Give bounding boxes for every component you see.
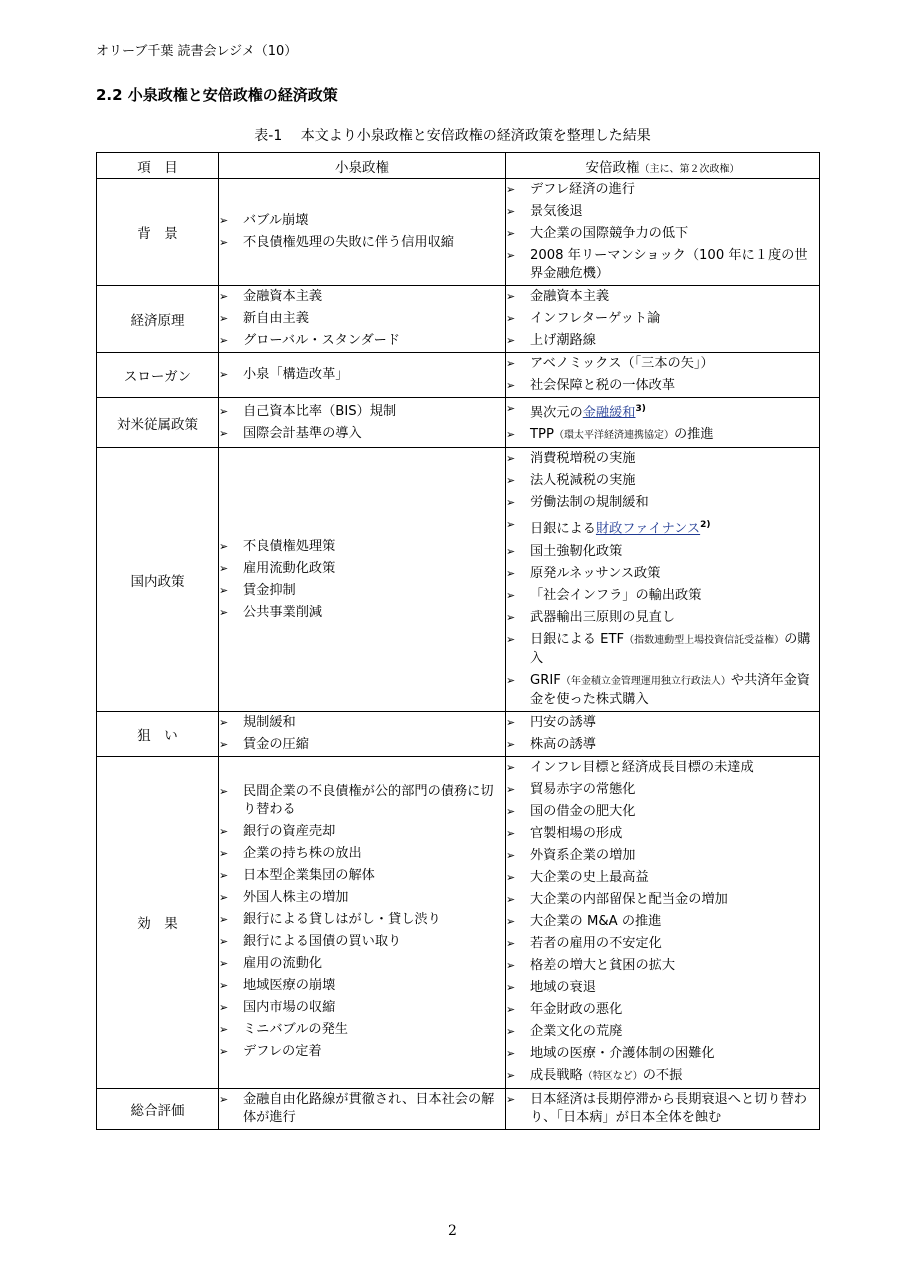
arrow-bullet-icon: ➢ xyxy=(506,544,516,558)
arrow-bullet-icon: ➢ xyxy=(506,958,516,972)
abe-cell xyxy=(506,179,820,286)
arrow-bullet-icon: ➢ xyxy=(506,379,516,392)
arrow-bullet-icon: ➢ xyxy=(506,249,516,262)
koizumi-cell xyxy=(219,756,506,1088)
table-row-slogan xyxy=(97,353,820,398)
arrow-bullet-icon: ➢ xyxy=(219,561,229,575)
list-item: ➢ 武器輸出三原則の見直し xyxy=(506,609,676,625)
list-item: ➢ 銀行による貸しはがし・貸し渋り xyxy=(219,912,441,928)
koizumi-cell xyxy=(219,398,506,448)
arrow-bullet-icon: ➢ xyxy=(506,1068,516,1082)
list-item: ➢ 円安の誘導 xyxy=(506,714,596,730)
arrow-bullet-icon: ➢ xyxy=(506,474,516,488)
arrow-bullet-icon: ➢ xyxy=(506,1002,516,1016)
list-item: ➢ 官製相場の形成 xyxy=(506,825,623,841)
list-item: ➢ 雇用の流動化 xyxy=(219,956,323,972)
arrow-bullet-icon: ➢ xyxy=(219,1023,229,1037)
list-item: ➢ 地域の医療・介護体制の困難化 xyxy=(506,1045,715,1061)
arrow-bullet-icon: ➢ xyxy=(219,404,229,418)
list-item: ➢ 大企業の内部留保と配当金の増加 xyxy=(506,891,728,907)
list-item: ➢ TPP（環太平洋経済連携協定）の推進 xyxy=(506,427,714,443)
list-item: ➢ 新自由主義 xyxy=(219,311,309,326)
arrow-bullet-icon: ➢ xyxy=(506,1024,516,1038)
list-item: ➢ 格差の増大と貧困の拡大 xyxy=(506,957,676,973)
list-item: ➢ 金融資本主義 xyxy=(219,289,323,304)
arrow-bullet-icon: ➢ xyxy=(506,804,516,818)
arrow-bullet-icon: ➢ xyxy=(219,312,229,325)
table-header-row xyxy=(97,153,820,179)
arrow-bullet-icon: ➢ xyxy=(506,205,516,218)
arrow-bullet-icon: ➢ xyxy=(506,357,516,370)
arrow-bullet-icon: ➢ xyxy=(219,539,229,553)
table-row-domestic-policy xyxy=(97,448,820,711)
arrow-bullet-icon: ➢ xyxy=(219,869,229,883)
arrow-bullet-icon: ➢ xyxy=(219,737,229,751)
abe-cell xyxy=(506,286,820,353)
list-item: ➢ 国土強靭化政策 xyxy=(506,543,623,559)
list-item: ➢ 大企業の国際競争力の低下 xyxy=(506,226,689,241)
arrow-bullet-icon: ➢ xyxy=(506,892,516,906)
list-item: ➢ 日本経済は長期停滞から長期衰退へと切り替わり、「日本病」が日本全体を蝕む xyxy=(506,1091,807,1125)
document-header: オリーブ千葉 読書会レジメ（10） xyxy=(96,44,298,59)
arrow-bullet-icon: ➢ xyxy=(219,605,229,619)
list-item: ➢ デフレ経済の進行 xyxy=(506,182,635,197)
abe-cell xyxy=(506,711,820,756)
arrow-bullet-icon: ➢ xyxy=(506,1092,516,1106)
list-item: ➢ 異次元の金融緩和$^{3)}$ xyxy=(506,402,646,421)
arrow-bullet-icon: ➢ xyxy=(506,402,516,415)
arrow-bullet-icon: ➢ xyxy=(506,760,516,774)
arrow-bullet-icon: ➢ xyxy=(506,870,516,884)
arrow-bullet-icon: ➢ xyxy=(506,1046,516,1060)
row-category: 経済原理 xyxy=(97,286,219,353)
list-item: ➢ 上げ潮路線 xyxy=(506,333,596,348)
list-item: ➢ 小泉「構造改革」 xyxy=(219,367,349,382)
arrow-bullet-icon: ➢ xyxy=(219,368,229,381)
row-category: 効 果 xyxy=(97,756,219,1088)
list-item: ➢ 景気後退 xyxy=(506,204,583,219)
list-item: ➢ バブル崩壊 xyxy=(219,213,309,228)
list-item: ➢ インフレターゲット論 xyxy=(506,311,661,326)
list-item: ➢ 公共事業削減 xyxy=(219,604,323,620)
list-item: ➢ 2008 年リーマンショック（100 年に１度の世界金融危機） xyxy=(506,248,808,281)
list-item: ➢ 企業文化の荒廃 xyxy=(506,1023,623,1039)
list-item: ➢ 労働法制の規制緩和 xyxy=(506,495,649,511)
list-item: ➢ 原発ルネッサンス政策 xyxy=(506,565,661,581)
list-item: ➢ 国の借金の肥大化 xyxy=(506,803,636,819)
arrow-bullet-icon: ➢ xyxy=(506,673,516,687)
table-caption: 表-1 本文より小泉政権と安倍政権の経済政策を整理した結果 xyxy=(254,128,651,144)
list-item: ➢ 年金財政の悪化 xyxy=(506,1001,623,1017)
arrow-bullet-icon: ➢ xyxy=(219,957,229,971)
arrow-bullet-icon: ➢ xyxy=(219,290,229,303)
koizumi-cell xyxy=(219,286,506,353)
arrow-bullet-icon: ➢ xyxy=(506,737,516,751)
list-item: ➢ 自己資本比率（BIS）規制 xyxy=(219,403,397,419)
row-category: スローガン xyxy=(97,353,219,398)
arrow-bullet-icon: ➢ xyxy=(506,936,516,950)
list-item: ➢ ミニバブルの発生 xyxy=(219,1022,348,1038)
list-item: ➢ 株高の誘導 xyxy=(506,736,596,752)
list-item: ➢ アベノミックス（「三本の矢」） xyxy=(506,356,714,371)
list-item: ➢ 貿易赤字の常態化 xyxy=(506,781,636,797)
list-item: ➢ 大企業の M&A の推進 xyxy=(506,913,662,929)
arrow-bullet-icon: ➢ xyxy=(219,785,229,799)
arrow-bullet-icon: ➢ xyxy=(506,980,516,994)
list-item: ➢ 民間企業の不良債権が公的部門の債務に切り替わる xyxy=(219,784,494,818)
arrow-bullet-icon: ➢ xyxy=(506,610,516,624)
abe-cell xyxy=(506,756,820,1088)
arrow-bullet-icon: ➢ xyxy=(219,426,229,440)
list-item: ➢ グローバル・スタンダード xyxy=(219,333,401,348)
table-row-background xyxy=(97,179,820,286)
row-category: 対米従属政策 xyxy=(97,398,219,448)
arrow-bullet-icon: ➢ xyxy=(506,312,516,325)
table-row-effect xyxy=(97,756,820,1088)
list-item: ➢ インフレ目標と経済成長目標の未達成 xyxy=(506,759,754,775)
arrow-bullet-icon: ➢ xyxy=(219,1045,229,1059)
arrow-bullet-icon: ➢ xyxy=(219,715,229,729)
arrow-bullet-icon: ➢ xyxy=(506,227,516,240)
table-row-economic-principle xyxy=(97,286,820,353)
arrow-bullet-icon: ➢ xyxy=(506,914,516,928)
arrow-bullet-icon: ➢ xyxy=(506,826,516,840)
row-category: 狙 い xyxy=(97,711,219,756)
list-item: ➢ 大企業の史上最高益 xyxy=(506,869,649,885)
footnote-marker: 2) xyxy=(700,520,711,531)
arrow-bullet-icon: ➢ xyxy=(219,236,229,249)
arrow-bullet-icon: ➢ xyxy=(219,334,229,347)
list-item: ➢ GRIF（年金積立金管理運用独立行政法人）や共済年金資金を使った株式購入 xyxy=(506,672,810,707)
list-item: ➢ 法人税減税の実施 xyxy=(506,473,636,489)
arrow-bullet-icon: ➢ xyxy=(506,496,516,510)
list-item: ➢ 消費税増税の実施 xyxy=(506,451,636,467)
arrow-bullet-icon: ➢ xyxy=(219,825,229,839)
arrow-bullet-icon: ➢ xyxy=(506,334,516,347)
list-item: ➢ 社会保障と税の一体改革 xyxy=(506,378,676,393)
list-item: ➢ 日銀による財政ファイナンス$^{2)}$ xyxy=(506,518,711,537)
list-item: ➢ 不良債権処理策 xyxy=(219,538,336,554)
row-category: 国内政策 xyxy=(97,448,219,711)
arrow-bullet-icon: ➢ xyxy=(219,214,229,227)
arrow-bullet-icon: ➢ xyxy=(506,782,516,796)
row-category: 背 景 xyxy=(97,179,219,286)
arrow-bullet-icon: ➢ xyxy=(506,183,516,196)
table-row-us-subordination xyxy=(97,398,820,448)
header-item: 項 目 xyxy=(97,153,219,179)
arrow-bullet-icon: ➢ xyxy=(219,913,229,927)
policy-comparison-table xyxy=(96,152,820,1130)
arrow-bullet-icon: ➢ xyxy=(219,979,229,993)
list-item: ➢ 賃金抑制 xyxy=(219,582,296,598)
arrow-bullet-icon: ➢ xyxy=(219,847,229,861)
koizumi-cell xyxy=(219,179,506,286)
list-item: ➢ 外資系企業の増加 xyxy=(506,847,636,863)
arrow-bullet-icon: ➢ xyxy=(219,1092,229,1106)
table-row-aim xyxy=(97,711,820,756)
arrow-bullet-icon: ➢ xyxy=(219,891,229,905)
list-item: ➢ デフレの定着 xyxy=(219,1044,322,1060)
page-number: 2 xyxy=(448,1223,457,1239)
abe-cell xyxy=(506,398,820,448)
abe-cell xyxy=(506,353,820,398)
arrow-bullet-icon: ➢ xyxy=(506,715,516,729)
list-item: ➢ 企業の持ち株の放出 xyxy=(219,846,362,862)
table-row-overall-evaluation xyxy=(97,1088,820,1129)
list-item: ➢ 外国人株主の増加 xyxy=(219,890,349,906)
footnote-link-monetary-easing[interactable]: 金融緩和 xyxy=(582,405,636,421)
list-item: ➢ 日本型企業集団の解体 xyxy=(219,868,375,884)
list-item: ➢ 国際会計基準の導入 xyxy=(219,425,362,441)
list-item: ➢ 成長戦略（特区など）の不振 xyxy=(506,1067,683,1083)
list-item: ➢ 銀行の資産売却 xyxy=(219,824,336,840)
list-item: ➢ 不良債権処理の失敗に伴う信用収縮 xyxy=(219,235,454,250)
row-category: 総合評価 xyxy=(97,1088,219,1129)
arrow-bullet-icon: ➢ xyxy=(506,588,516,602)
arrow-bullet-icon: ➢ xyxy=(506,632,516,646)
footnote-link-fiscal-finance[interactable]: 財政ファイナンス xyxy=(595,521,701,537)
list-item: ➢ 地域の衰退 xyxy=(506,979,596,995)
koizumi-cell xyxy=(219,711,506,756)
header-abe: 安倍政権（主に、第２次政権） xyxy=(506,153,820,179)
koizumi-cell xyxy=(219,1088,506,1129)
list-item: ➢ 規制緩和 xyxy=(219,714,296,730)
list-item: ➢ 若者の雇用の不安定化 xyxy=(506,935,662,951)
arrow-bullet-icon: ➢ xyxy=(506,518,516,532)
list-item: ➢ 賃金の圧縮 xyxy=(219,736,309,752)
list-item: ➢ 雇用流動化政策 xyxy=(219,560,336,576)
list-item: ➢ 銀行による国債の買い取り xyxy=(219,934,402,950)
list-item: ➢ 金融資本主義 xyxy=(506,289,610,304)
koizumi-cell xyxy=(219,448,506,711)
arrow-bullet-icon: ➢ xyxy=(219,1001,229,1015)
list-item: ➢ 「社会インフラ」の輸出政策 xyxy=(506,587,702,603)
koizumi-cell xyxy=(219,353,506,398)
arrow-bullet-icon: ➢ xyxy=(506,290,516,303)
arrow-bullet-icon: ➢ xyxy=(506,566,516,580)
section-title: 2.2 小泉政権と安倍政権の経済政策 xyxy=(96,86,338,104)
arrow-bullet-icon: ➢ xyxy=(219,583,229,597)
arrow-bullet-icon: ➢ xyxy=(506,848,516,862)
arrow-bullet-icon: ➢ xyxy=(506,452,516,466)
abe-cell xyxy=(506,1088,820,1129)
list-item: ➢ 地域医療の崩壊 xyxy=(219,978,336,994)
abe-cell xyxy=(506,448,820,711)
arrow-bullet-icon: ➢ xyxy=(506,428,516,442)
header-koizumi: 小泉政権 xyxy=(219,153,506,179)
list-item: ➢ 日銀による ETF（指数連動型上場投資信託受益権）の購入 xyxy=(506,631,811,666)
footnote-marker: 3) xyxy=(635,404,646,414)
list-item: ➢ 国内市場の収縮 xyxy=(219,1000,336,1016)
list-item: ➢ 金融自由化路線が貫徹され、日本社会の解体が進行 xyxy=(219,1091,495,1125)
arrow-bullet-icon: ➢ xyxy=(219,935,229,949)
